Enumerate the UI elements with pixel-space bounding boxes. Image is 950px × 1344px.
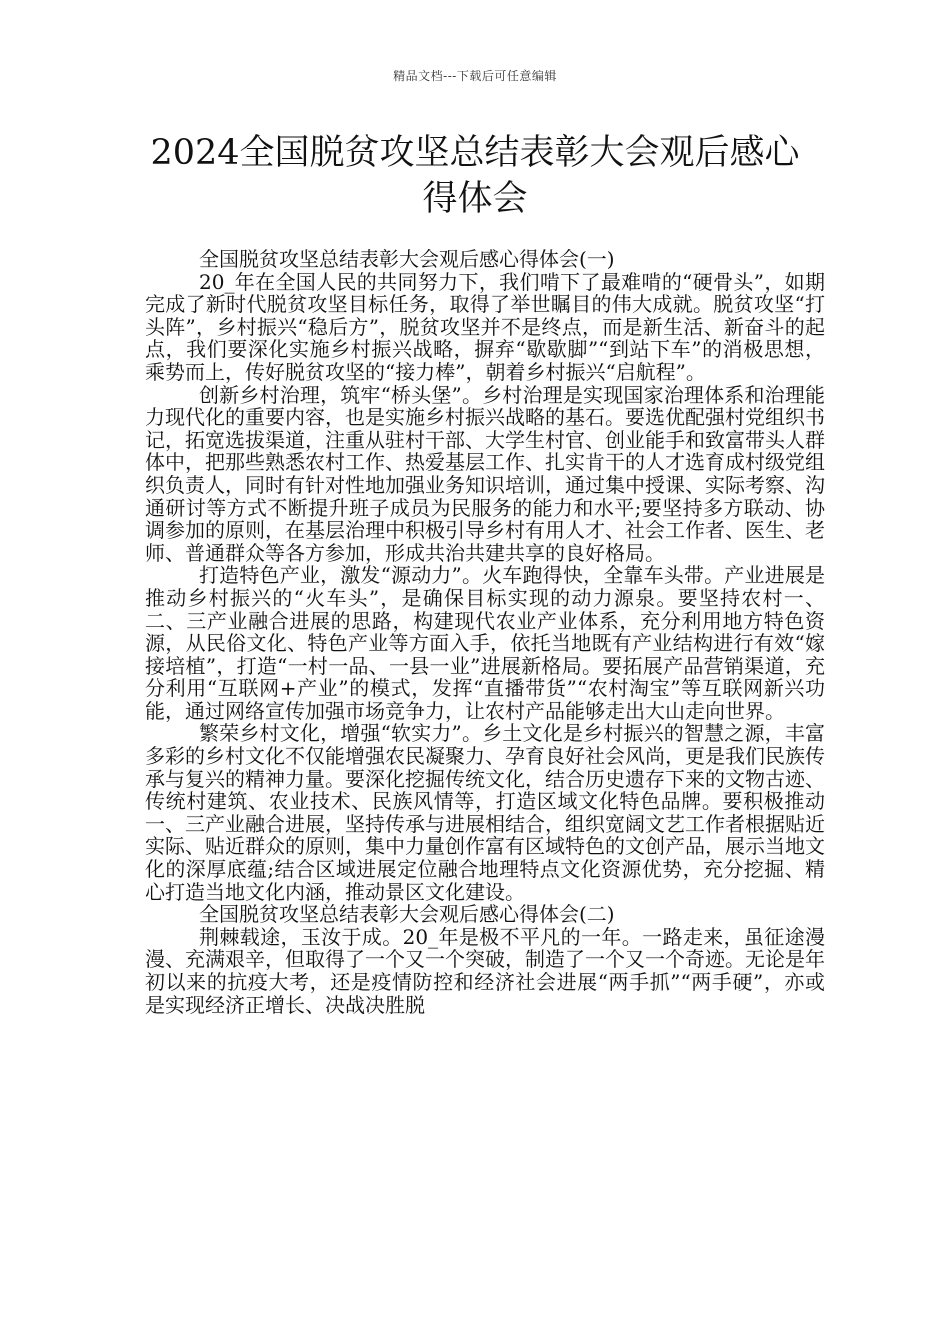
paragraph: 荆棘载途，玉汝于成。20_年是极不平凡的一年。一路走来，虽征途漫漫、充满艰辛，但取得了一个又一个突破，制造了一个又一个奇迹。无论是年初以来的抗疫大考，还是疫情防控和经济社会进展“两手抓”“两手硬”，亦或是实现经济正增长、决战决胜脱 xyxy=(145,924,825,1017)
paragraph: 打造特色产业，激发“源动力”。火车跑得快，全靠车头带。产业进展是推动乡村振兴的“火车头”，是确保目标实现的动力源泉。要坚持农村一、二、三产业融合进展的思路，构建现代农业产业体系，充分利用地方特色资源，从民俗文化、特色产业等方面入手，依托当地既有产业结构进行有效“嫁接培植”，打造“一村一品、一县一业”进展新格局。要拓展产品营销渠道，充分利用“互联网+产业”的模式，发挥“直播带货”“农村淘宝”等互联网新兴功能，通过网络宣传加强市场竞争力，让农村产品能够走出大山走向世界。 xyxy=(145,563,825,723)
document-title: 2024全国脱贫攻坚总结表彰大会观后感心得体会 xyxy=(150,133,800,219)
document-body xyxy=(145,248,825,1016)
section-heading-2: 全国脱贫攻坚总结表彰大会观后感心得体会(二) xyxy=(199,902,615,927)
section-heading-1: 全国脱贫攻坚总结表彰大会观后感心得体会(一) xyxy=(199,247,615,271)
page-header: 精品文档---下载后可任意编辑 xyxy=(393,69,557,83)
paragraph: 20_年在全国人民的共同努力下，我们啃下了最难啃的“硬骨头”，如期完成了新时代脱贫攻坚目标任务，取得了举世瞩目的伟大成就。脱贫攻坚“打头阵”，乡村振兴“稳后方”，脱贫攻坚并不是终点，而是新生活、新奋斗的起点，我们要深化实施乡村振兴战略，摒弃“歇歇脚”“到站下车”的消极思想，乘势而上，传好脱贫攻坚的“接力棒”，朝着乡村振兴“启航程”。 xyxy=(145,269,825,384)
paragraph: 创新乡村治理，筑牢“桥头堡”。乡村治理是实现国家治理体系和治理能力现代化的重要内容，也是实施乡村振兴战略的基石。要选优配强村党组织书记，拓宽选拔渠道，注重从驻村干部、大学生村官、创业能手和致富带头人群体中，把那些熟悉农村工作、热爱基层工作、扎实肯干的人才选育成村级党组织负责人，同时有针对性地加强业务知识培训，通过集中授课、实际考察、沟通研讨等方式不断提升班子成员为民服务的能力和水平;要坚持多方联动、协调参加的原则，在基层治理中积极引导乡村有用人才、社会工作者、医生、老师、普通群众等各方参加，形成共治共建共享的良好格局。 xyxy=(145,382,825,565)
paragraph: 繁荣乡村文化，增强“软实力”。乡土文化是乡村振兴的智慧之源，丰富多彩的乡村文化不仅能增强农民凝聚力、孕育良好社会风尚，更是我们民族传承与复兴的精神力量。要深化挖掘传统文化，结合历史遗存下来的文物古迹、传统村建筑、农业技术、民族风情等，打造区域文化特色品牌。要积极推动一、三产业融合进展，坚持传承与进展相结合，组织宽阔文艺工作者根据贴近实际、贴近群众的原则，集中力量创作富有区域特色的文创产品，展示当地文化的深厚底蕴;结合区域进展定位融合地理特点文化资源优势，充分挖掘、精心打造当地文化内涵，推动景区文化建设。 xyxy=(145,721,825,904)
